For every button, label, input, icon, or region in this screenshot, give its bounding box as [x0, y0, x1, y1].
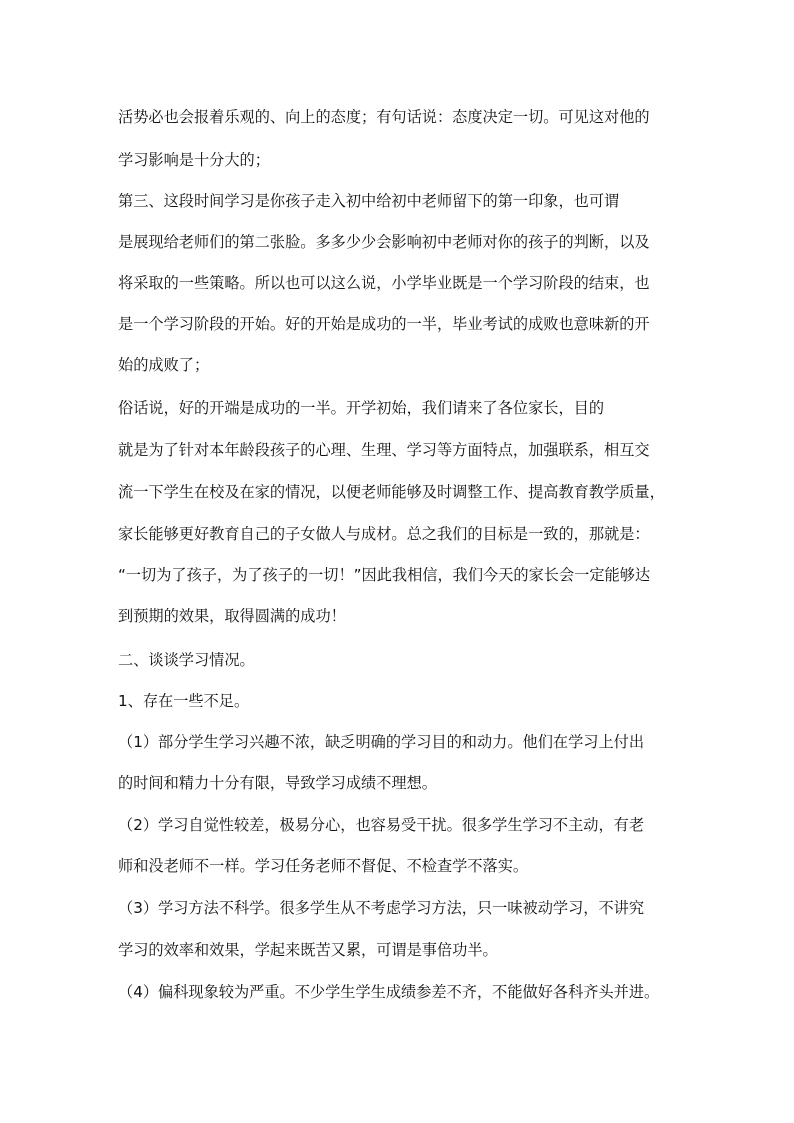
- text-line: 二、谈谈学习情况。: [118, 651, 255, 669]
- text-line: （1）部分学生学习兴趣不浓，缺乏明确的学习目的和动力。他们在学习上付出: [118, 733, 645, 751]
- text-line: 是一个学习阶段的开始。好的开始是成功的一半，毕业考试的成败也意味新的开: [118, 315, 650, 333]
- text-line: 流一下学生在校及在家的情况，以便老师能够及时调整工作、提高教育教学质量，: [118, 483, 665, 501]
- text-line: 是展现给老师们的第二张脸。多多少少会影响初中老师对你的孩子的判断，以及: [118, 233, 650, 251]
- text-line: 就是为了针对本年龄段孩子的心理、生理、学习等方面特点，加强联系，相互交: [118, 441, 650, 459]
- text-line: 始的成败了；: [118, 356, 210, 374]
- text-line: （2）学习自觉性较差，极易分心，也容易受干扰。很多学生学习不主动，有老: [118, 816, 645, 834]
- text-line: （3）学习方法不科学。很多学生从不考虑学习方法，只一味被动学习，不讲究: [118, 899, 645, 917]
- text-line: 师和没老师不一样。学习任务老师不督促、不检查学不落实。: [118, 857, 529, 875]
- text-line: 学习的效率和效果，学起来既苦又累，可谓是事倍功半。: [118, 941, 498, 959]
- text-line: 家长能够更好教育自己的子女做人与成材。总之我们的目标是一致的，那就是：: [118, 525, 650, 543]
- text-line: 将采取的一些策略。所以也可以这么说，小学毕业既是一个学习阶段的结束，也: [118, 274, 650, 292]
- text-line: 到预期的效果，取得圆满的成功！: [118, 607, 346, 625]
- text-line: “一切为了孩子，为了孩子的一切！”因此我相信，我们今天的家长会一定能够达: [118, 566, 651, 584]
- text-line: 的时间和精力十分有限，导致学习成绩不理想。: [118, 774, 437, 792]
- text-line: 俗话说，好的开端是成功的一半。开学初始，我们请来了各位家长，目的: [118, 399, 604, 417]
- text-line: 1、存在一些不足。: [118, 692, 250, 710]
- text-line: （4）偏科现象较为严重。不少学生学生成绩参差不齐，不能做好各科齐头并进。: [118, 983, 660, 1001]
- text-line: 活势必也会报着乐观的、向上的态度；有句话说：态度决定一切。可见这对他的: [118, 108, 650, 126]
- text-line: 第三、这段时间学习是你孩子走入初中给初中老师留下的第一印象，也可谓: [118, 192, 620, 210]
- text-line: 学习影响是十分大的；: [118, 151, 270, 169]
